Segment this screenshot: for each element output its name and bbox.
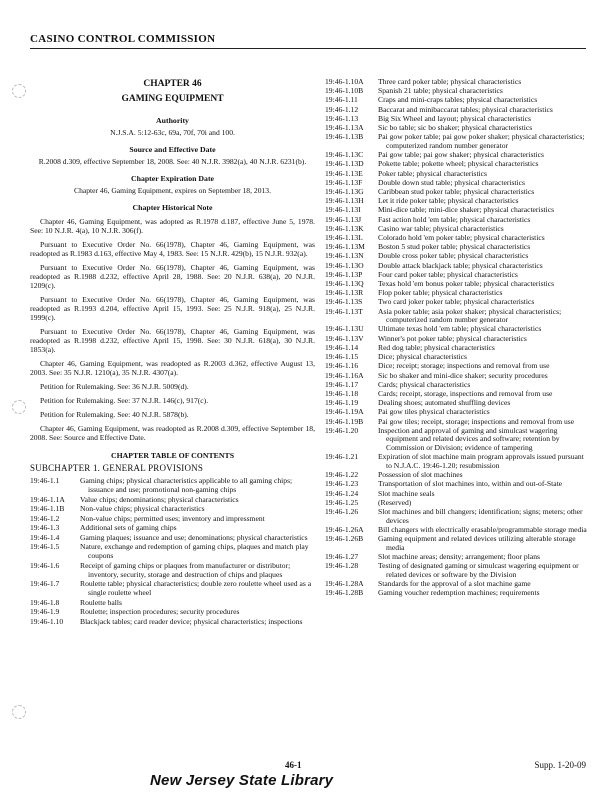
section-number: 19:46-1.13B	[325, 132, 364, 142]
toc-entry	[325, 160, 587, 169]
toc-entry	[325, 427, 587, 453]
section-number: 19:46-1.26A	[325, 524, 364, 534]
historical-paragraph: Chapter 46, Gaming Equipment, was readopted as R.2008 d.309, effective September 18, 2008. See: Source and Effective Date.	[30, 424, 315, 442]
toc-entry	[325, 589, 587, 598]
section-number: 19:46-1.17	[325, 379, 359, 389]
toc-entry	[325, 106, 587, 115]
section-number: 19:46-1.6	[30, 560, 60, 570]
section-number: 19:46-1.26	[325, 507, 359, 517]
toc-entry	[325, 298, 587, 307]
section-number: 19:46-1.5	[30, 542, 60, 551]
section-number: 19:46-1.13E	[325, 168, 363, 178]
section-title: Baccarat and minibaccarat tables; physical characteristics	[378, 104, 553, 114]
section-number: 19:46-1.13J	[325, 214, 362, 224]
section-title: Testing of designated gaming or simulcast wagering equipment or related devices or software by the Division	[378, 561, 579, 579]
section-number: 19:46-1.14	[325, 342, 359, 352]
section-title: Asia poker table; asia poker shaker; physical characteristics; computerized random number generator	[378, 306, 562, 325]
section-number: 19:46-1.8	[30, 597, 60, 607]
section-number: 19:46-1.28B	[325, 588, 364, 598]
section-title: Three card poker table; physical characteristics	[378, 77, 522, 86]
section-title: Gaming equipment and related devices utilizing alterable storage media	[378, 534, 576, 552]
left-column	[30, 78, 315, 626]
toc-entry	[30, 598, 315, 607]
section-title: Texas hold 'em bonus poker table; physical characteristics	[378, 278, 555, 288]
section-number: 19:46-1.20	[325, 425, 359, 435]
toc-list-left	[30, 476, 315, 626]
section-number: 19:46-1.13K	[325, 223, 364, 233]
section-title: Double attack blackjack table; physical characteristics	[378, 260, 543, 270]
expiration-heading: Chapter Expiration Date	[130, 174, 215, 183]
section-title: Double cross poker table; physical characteristics	[378, 251, 529, 261]
section-number: 19:46-1.21	[325, 452, 359, 462]
toc-entry	[325, 170, 587, 179]
section-number: 19:46-1.10	[30, 616, 64, 626]
section-title: Dice; physical characteristics	[378, 352, 467, 362]
section-title: Value chips; denominations; physical characteristics	[80, 494, 239, 504]
toc-entry	[325, 325, 587, 334]
section-number: 19:46-1.11	[325, 95, 358, 105]
toc-entry	[325, 362, 587, 371]
section-number: 19:46-1.25	[325, 497, 359, 507]
toc-entry	[30, 476, 315, 494]
toc-entry	[325, 96, 587, 105]
section-title: Gaming voucher redemption machines; requirements	[378, 588, 540, 598]
section-title: Slot machine areas; density; arrangement; floor plans	[378, 552, 540, 562]
toc-entry	[30, 523, 315, 532]
chapter-title: GAMING EQUIPMENT	[121, 94, 224, 104]
section-number: 19:46-1.24	[325, 488, 359, 498]
toc-entry	[325, 453, 587, 470]
section-number: 19:46-1.27	[325, 552, 359, 562]
section-number: 19:46-1.13I	[325, 205, 361, 215]
section-number: 19:46-1.7	[30, 579, 60, 588]
petition-note: Petition for Rulemaking. See: 40 N.J.R. 5878(b).	[40, 410, 189, 419]
section-number: 19:46-1.13G	[325, 186, 364, 196]
section-title: Slot machine seals	[378, 488, 435, 498]
section-title: Poker table; physical characteristics	[378, 168, 488, 178]
toc-entry	[30, 504, 315, 513]
section-title: Expiration of slot machine main program approvals issued pursuant to N.J.A.C. 19:46-1.20; resubmission	[378, 452, 584, 471]
section-number: 19:46-1.13A	[325, 123, 364, 133]
page-number: 46-1	[285, 760, 302, 770]
section-number: 19:46-1.19	[325, 398, 359, 408]
section-title: Pai gow table; pai gow shaker; physical characteristics	[378, 150, 544, 160]
punch-hole-mark	[12, 705, 26, 719]
toc-entry	[325, 216, 587, 225]
section-number: 19:46-1.2	[30, 513, 60, 523]
section-title: Sic bo shaker and mini-dice shaker; security procedures	[378, 370, 548, 380]
section-title: Cards; physical characteristics	[378, 379, 471, 389]
section-number: 19:46-1.13	[325, 113, 359, 123]
section-title: Receipt of gaming chips or plaques from manufacturer or distributor; inventory, security, storage and destruction of chips and plaques	[80, 560, 291, 579]
section-title: Slot machines and bill changers; identification; signs; meters; other devices	[378, 507, 583, 525]
section-title: Inspection and approval of gaming and simulcast wagering equipment and related devices and software; retention by Commission or Division; evidence of tampering	[378, 425, 560, 453]
authority-text: N.J.S.A. 5:12-63c, 69a, 70f, 70i and 100.	[110, 128, 235, 137]
section-number: 19:46-1.13H	[325, 196, 364, 206]
historical-paragraph: Pursuant to Executive Order No. 66(1978), Chapter 46, Gaming Equipment, was readopted as R.1998 d.232, effective April 15, 1998. See: 30 N.J.R. 618(a), 30 N.J.R. 1853(a).	[30, 327, 315, 354]
section-title: Transportation of slot machines into, within and out-of-State	[378, 479, 563, 489]
toc-entry	[325, 418, 587, 427]
section-number: 19:46-1.13Q	[325, 278, 364, 288]
section-number: 19:46-1.23	[325, 479, 359, 489]
supplement-date: Supp. 1-20-09	[534, 760, 586, 770]
section-number: 19:46-1.13F	[325, 177, 363, 187]
running-header: CASINO CONTROL COMMISSION	[30, 33, 216, 45]
section-number: 19:46-1.13M	[325, 242, 365, 252]
section-title: Double down stud table; physical characteristics	[378, 177, 525, 187]
section-number: 19:46-1.19A	[325, 407, 364, 417]
source-heading: Source and Effective Date	[129, 145, 216, 154]
section-title: Gaming chips; physical characteristics applicable to all gaming chips; issuance and use; promotional non-gaming chips	[80, 476, 293, 494]
section-number: 19:46-1.9	[30, 607, 60, 616]
section-title: Let it ride poker table; physical characteristics	[378, 196, 519, 206]
toc-entry	[325, 480, 587, 489]
toc-entry	[325, 372, 587, 381]
toc-entry	[325, 508, 587, 525]
expiration-text: Chapter 46, Gaming Equipment, expires on September 18, 2013.	[74, 186, 271, 195]
section-title: Nature, exchange and redemption of gaming chips, plaques and match play coupons	[80, 542, 309, 560]
historical-paragraph: Pursuant to Executive Order No. 66(1978), Chapter 46, Gaming Equipment, was readopted as R.1988 d.232, effective April 28, 1988. See: 20 N.J.R. 638(a), 20 N.J.R. 1209(c).	[30, 263, 315, 290]
section-number: 19:46-1.28A	[325, 579, 364, 589]
section-number: 19:46-1.15	[325, 352, 359, 362]
subchapter-heading: SUBCHAPTER 1. GENERAL PROVISIONS	[30, 463, 204, 473]
section-title: Additional sets of gaming chips	[80, 523, 177, 532]
section-title: Pokette table; pokette wheel; physical characteristics	[378, 159, 539, 169]
section-number: 19:46-1.16A	[325, 370, 364, 380]
section-title: Bill changers with electrically erasable/programmable storage media	[378, 524, 587, 534]
petition-note: Petition for Rulemaking. See: 36 N.J.R. 5009(d).	[40, 382, 189, 391]
section-number: 19:46-1.13U	[325, 324, 364, 334]
section-title: Non-value chips; physical characteristics	[80, 504, 205, 513]
section-number: 19:46-1.13N	[325, 251, 364, 261]
section-title: Caribbean stud poker table; physical characteristics	[378, 186, 535, 196]
section-title: Standards for the approval of a slot machine game	[378, 579, 531, 589]
toc-entry	[30, 533, 315, 542]
section-title: Possession of slot machines	[378, 470, 463, 480]
section-title: Pai gow tiles physical characteristics	[378, 407, 490, 417]
toc-entry	[325, 535, 587, 552]
section-title: Colorado hold 'em poker table; physical characteristics	[378, 232, 545, 242]
toc-entry	[325, 408, 587, 417]
section-title: Non-value chips; permitted uses; inventory and impressment	[80, 513, 265, 523]
toc-entry	[325, 133, 587, 150]
toc-entry	[325, 252, 587, 261]
section-number: 19:46-1.26B	[325, 534, 364, 544]
authority-heading: Authority	[156, 116, 189, 125]
section-number: 19:46-1.10B	[325, 86, 364, 96]
section-number: 19:46-1.13P	[325, 269, 363, 279]
toc-list-right	[325, 78, 587, 598]
library-stamp: New Jersey State Library	[150, 772, 334, 789]
section-number: 19:46-1.13L	[325, 232, 363, 242]
section-title: Pai gow poker table; pai gow poker shaker; physical characteristics; computerized random number generator	[378, 132, 585, 150]
section-number: 19:46-1.19B	[325, 416, 364, 426]
section-title: Roulette table; physical characteristics; double zero roulette wheel used as a single roulette wheel	[80, 579, 312, 597]
punch-hole-mark	[12, 84, 26, 98]
section-title: Dice; receipt; storage; inspections and removal from use	[378, 361, 550, 371]
section-title: Boston 5 stud poker table; physical characteristics	[378, 242, 531, 252]
section-title: Craps and mini-craps tables; physical characteristics	[378, 95, 538, 105]
section-title: (Reserved)	[378, 497, 412, 507]
section-number: 19:46-1.13R	[325, 288, 364, 298]
section-number: 19:46-1.1	[30, 476, 60, 485]
section-number: 19:46-1.3	[30, 523, 60, 532]
toc-entry	[30, 561, 315, 579]
toc-entry	[30, 607, 315, 616]
section-title: Casino war table; physical characteristics	[378, 223, 504, 233]
section-number: 19:46-1.16	[325, 361, 359, 371]
toc-entry	[30, 579, 315, 597]
section-title: Mini-dice table; mini-dice shaker; physical characteristics	[378, 205, 555, 215]
section-number: 19:46-1.13V	[325, 333, 364, 343]
section-number: 19:46-1.22	[325, 470, 359, 480]
petition-note: Petition for Rulemaking. See: 37 N.J.R. 146(c), 917(c).	[40, 396, 209, 405]
section-title: Four card poker table; physical characteristics	[378, 269, 518, 279]
section-title: Cards; receipt, storage, inspections and removal from use	[378, 388, 553, 398]
historical-paragraph: Pursuant to Executive Order No. 66(1978), Chapter 46, Gaming Equipment, was readopted as R.1993 d.204, effective April 15, 1993. See: 25 N.J.R. 918(a), 25 N.J.R. 1999(c).	[30, 295, 315, 322]
section-title: Flop poker table; physical characteristics	[378, 288, 503, 298]
historical-paragraph: Chapter 46, Gaming Equipment, was readopted as R.2003 d.362, effective August 13, 2003. See: 35 N.J.R. 1210(a), 35 N.J.R. 4307(a).	[30, 359, 315, 377]
toc-entry	[325, 308, 587, 325]
section-number: 19:46-1.13S	[325, 297, 363, 307]
historical-note-heading: Chapter Historical Note	[132, 203, 213, 212]
section-number: 19:46-1.13T	[325, 306, 363, 316]
toc-entry	[30, 542, 315, 560]
right-column	[325, 78, 587, 599]
section-title: Big Six Wheel and layout; physical characteristics	[378, 113, 531, 123]
historical-paragraph: Pursuant to Executive Order No. 66(1978), Chapter 46, Gaming Equipment, was readopted as R.1983 d.163, effective May 4, 1983. See: 15 N.J.R. 429(b), 15 N.J.R. 932(a).	[30, 240, 315, 258]
toc-entry	[30, 617, 315, 626]
section-title: Dealing shoes; automated shuffling devices	[378, 398, 511, 408]
section-number: 19:46-1.28	[325, 561, 359, 571]
section-number: 19:46-1.4	[30, 532, 60, 542]
section-number: 19:46-1.13D	[325, 159, 364, 169]
section-title: Roulette; inspection procedures; security procedures	[80, 607, 240, 616]
section-title: Fast action hold 'em table; physical characteristics	[378, 214, 531, 224]
section-number: 19:46-1.10A	[325, 77, 364, 86]
section-number: 19:46-1.18	[325, 388, 359, 398]
toc-entry	[325, 262, 587, 271]
section-number: 19:46-1.1B	[30, 504, 65, 513]
toc-heading: CHAPTER TABLE OF CONTENTS	[110, 451, 235, 460]
section-title: Spanish 21 table; physical characteristics	[378, 86, 503, 96]
toc-entry	[30, 514, 315, 523]
section-title: Blackjack tables; card reader device; physical characteristics; inspections	[80, 616, 303, 626]
section-number: 19:46-1.1A	[30, 494, 65, 504]
chapter-number: CHAPTER 46	[143, 79, 202, 89]
historical-paragraph: Chapter 46, Gaming Equipment, was adopted as R.1978 d.187, effective June 5, 1978. See: 10 N.J.R. 4(a), 10 N.J.R. 306(f).	[30, 217, 315, 235]
toc-entry	[325, 562, 587, 579]
section-title: Gaming plaques; issuance and use; denominations; physical characteristics	[80, 532, 308, 542]
header-rule	[30, 48, 586, 49]
source-text: R.2008 d.309, effective September 18, 2008. See: 40 N.J.R. 3982(a), 40 N.J.R. 6231(b).	[38, 157, 307, 166]
section-title: Two card joker poker table; physical characteristics	[378, 297, 535, 307]
section-title: Winner's pot poker table; physical characteristics	[378, 333, 527, 343]
section-number: 19:46-1.12	[325, 104, 359, 114]
punch-hole-mark	[12, 400, 26, 414]
section-title: Ultimate texas hold 'em table; physical characteristics	[378, 324, 542, 334]
section-number: 19:46-1.13O	[325, 260, 364, 270]
section-number: 19:46-1.13C	[325, 150, 364, 160]
toc-entry	[30, 495, 315, 504]
section-title: Red dog table; physical characteristics	[378, 342, 495, 352]
toc-entry	[325, 490, 587, 499]
section-title: Pai gow tiles; receipt, storage; inspections and removal from use	[378, 416, 575, 426]
section-title: Roulette balls	[80, 597, 122, 607]
toc-entry	[325, 206, 587, 215]
section-title: Sic bo table; sic bo shaker; physical characteristics	[378, 123, 533, 133]
